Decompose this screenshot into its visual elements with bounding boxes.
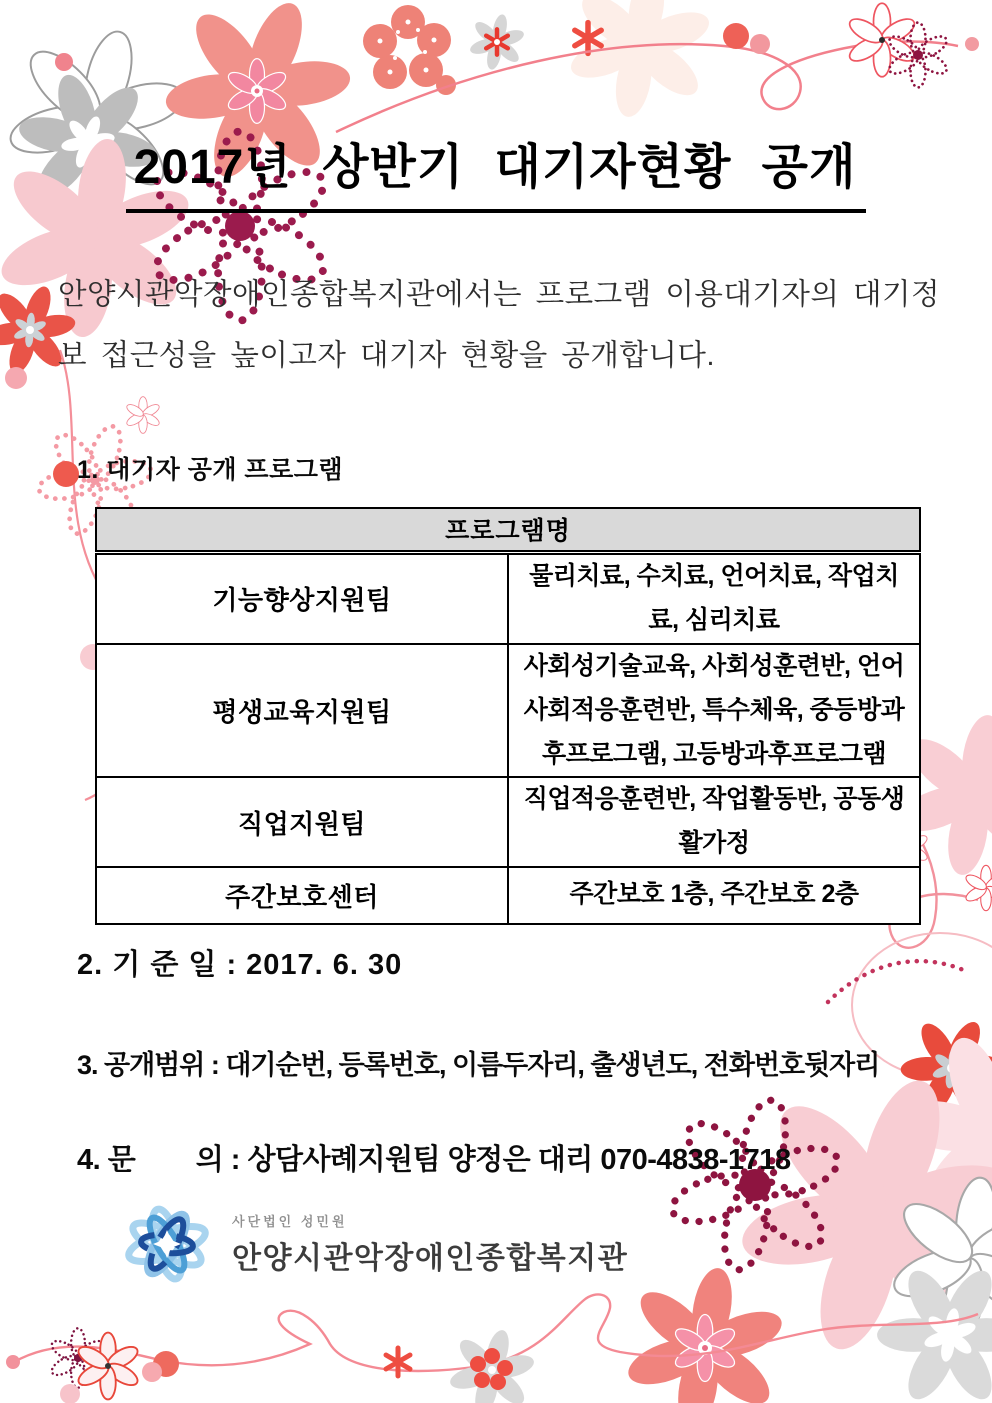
org-logo-text xyxy=(232,1211,628,1277)
table-row xyxy=(96,644,920,777)
section-2-reference-date: 2. 기 준 일 : 2017. 6. 30 xyxy=(77,949,403,981)
programs-cell: 물리치료, 수치료, 언어치료, 작업치료, 심리치료 xyxy=(508,552,920,644)
table-header-program-name: 프로그램명 xyxy=(96,508,920,552)
org-parent-name: 사단법인 성민원 xyxy=(232,1214,348,1229)
intro-paragraph: 안양시관악장애인종합복지관에서는 프로그램 이용대기자의 대기정보 접근성을 높이고자 대기자 현황을 공개합니다. xyxy=(58,278,941,372)
team-cell: 직업지원팀 xyxy=(96,777,508,867)
team-cell: 주간보호센터 xyxy=(96,867,508,924)
programs-cell: 사회성기술교육, 사회성훈련반, 언어사회적응훈련반, 특수체육, 중등방과후프로그램, 고등방과후프로그램 xyxy=(508,644,920,777)
table-row xyxy=(96,867,920,924)
team-cell: 기능향상지원팀 xyxy=(96,552,508,644)
org-logo xyxy=(112,1200,628,1288)
table-header-row xyxy=(96,508,920,552)
section-1-heading: 1. 대기자 공개 프로그램 xyxy=(77,456,344,484)
programs-table xyxy=(95,507,921,925)
org-logo-icon xyxy=(112,1200,222,1288)
team-cell: 평생교육지원팀 xyxy=(96,644,508,777)
org-name: 안양시관악장애인종합복지관 xyxy=(232,1242,629,1275)
table-row xyxy=(96,777,920,867)
programs-cell: 직업적응훈련반, 작업활동반, 공동생활가정 xyxy=(508,777,920,867)
programs-cell: 주간보호 1층, 주간보호 2층 xyxy=(508,867,920,924)
page-title: 2017년 상반기 대기자현황 공개 xyxy=(126,128,867,213)
table-row xyxy=(96,552,920,644)
section-3-disclosure-scope: 3. 공개범위 : 대기순번, 등록번호, 이름두자리, 출생년도, 전화번호뒷자리 xyxy=(77,1050,880,1080)
section-4-contact: 4. 문 의 : 상담사례지원팀 양정은 대리 070-4838-1718 xyxy=(77,1144,791,1176)
title-row xyxy=(0,128,992,213)
